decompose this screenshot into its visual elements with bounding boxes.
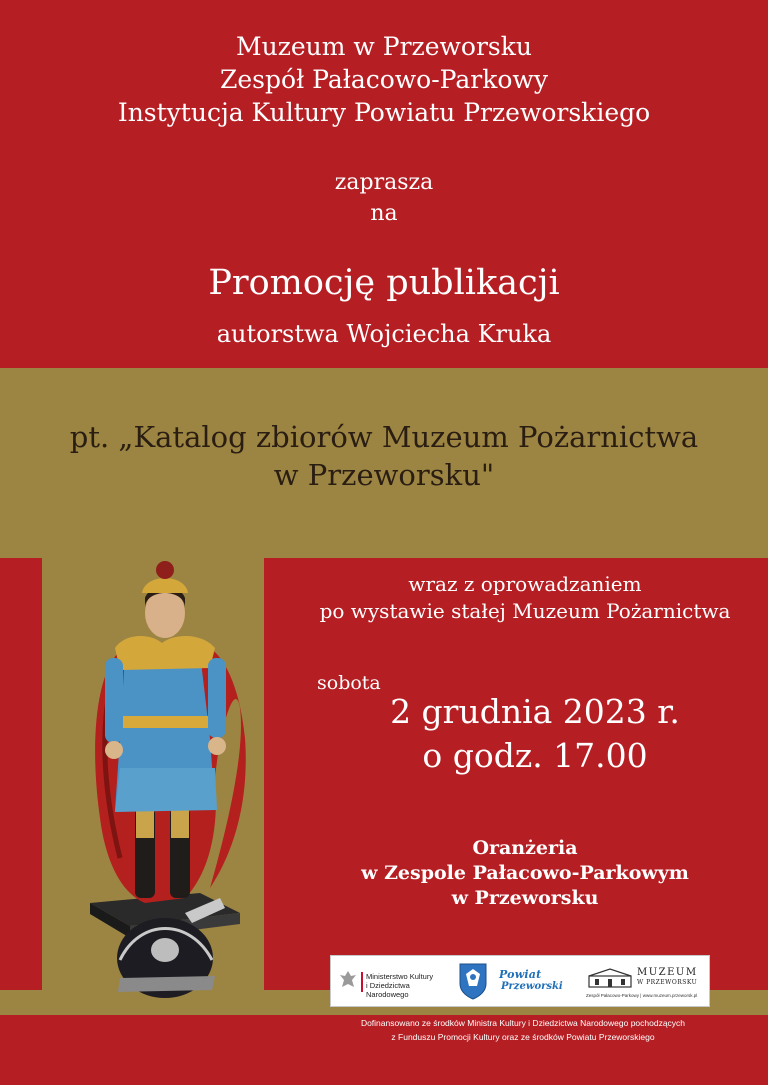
- event-time: o godz. 17.00: [422, 736, 648, 775]
- venue-line2: w Zespole Pałacowo-Parkowym: [361, 862, 689, 884]
- ministry-divider: [361, 972, 363, 992]
- palace-building-icon: [587, 968, 633, 988]
- powiat-crest: [455, 956, 491, 1006]
- venue-line3: w Przeworsku: [451, 887, 599, 909]
- tour-line1: wraz z oprowadzaniem: [408, 572, 642, 596]
- ministry-name: Ministerstwo Kultury i Dziedzictwa Narodowego: [366, 972, 434, 999]
- event-datetime: [300, 690, 768, 778]
- event-title: Promocję publikacji: [208, 263, 560, 303]
- invite-na: na: [370, 201, 398, 226]
- venue-line1: Oranżeria: [472, 837, 578, 859]
- invite-zaprasza: zaprasza: [334, 170, 434, 195]
- header-institution: Instytucja Kultury Powiatu Przeworskiego: [117, 98, 651, 127]
- eagle-emblem-icon: [339, 969, 357, 991]
- museum-logo: MUZEUM W PRZEWORSKU Zespół Pałacowo-Parkowy | www.muzeum.przeworsk.pl: [586, 967, 698, 998]
- header-museum-name: Muzeum w Przeworsku: [236, 32, 532, 61]
- funding-line1: Dofinansowano ze środków Ministra Kultury i Dziedzictwa Narodowego pochodzących: [360, 1018, 686, 1028]
- event-day: sobota: [317, 672, 381, 694]
- funding-note: [318, 1016, 728, 1044]
- event-author: autorstwa Wojciecha Kruka: [216, 320, 552, 348]
- tour-line2: po wystawie stałej Muzeum Pożarnictwa: [319, 599, 731, 623]
- header-complex-name: Zespół Pałacowo-Parkowy: [220, 65, 548, 94]
- sponsor-logos: [330, 955, 710, 1007]
- tour-info: [290, 571, 760, 625]
- funding-line2: z Funduszu Promocji Kultury oraz ze środków Powiatu Przeworskiego: [391, 1032, 655, 1042]
- powiat-logo: Powiat Przeworski: [499, 968, 563, 992]
- book-title-line1: pt. „Katalog zbiorów Muzeum Pożarnictwa: [69, 420, 699, 454]
- coat-of-arms-icon: [458, 962, 488, 1000]
- venue: [290, 836, 760, 911]
- book-title-line2: w Przeworsku": [273, 458, 495, 492]
- ministry-logo: [337, 956, 452, 1006]
- book-title: [0, 418, 768, 494]
- event-date: 2 grudnia 2023 r.: [390, 692, 680, 731]
- saint-florian-statue-image: [90, 558, 260, 1008]
